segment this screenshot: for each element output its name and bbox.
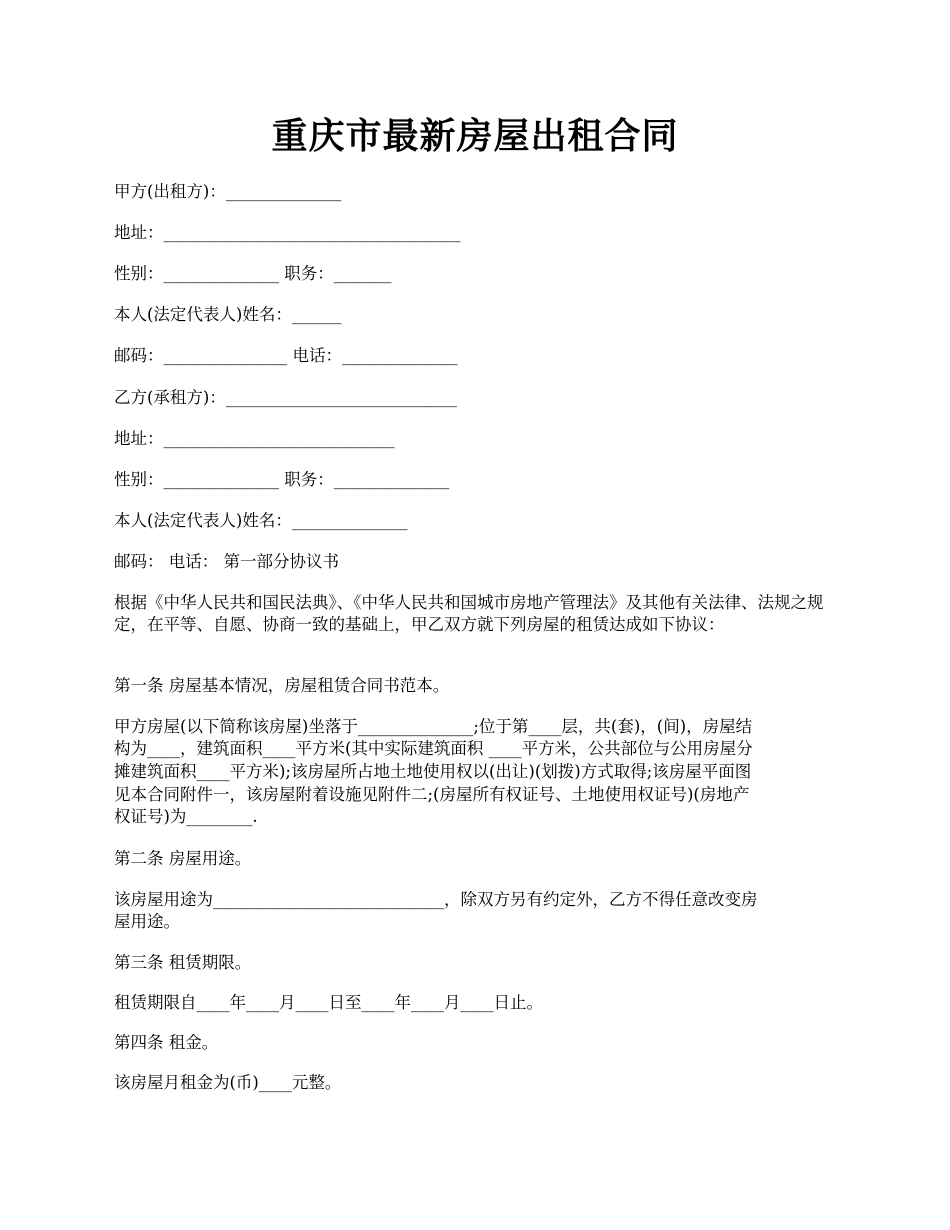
article-3-heading: 第三条 租赁期限。 (114, 953, 252, 972)
party-b-address-line: 地址：____________________________ (114, 429, 395, 448)
article-4-heading: 第四条 租金。 (114, 1033, 219, 1052)
article-2-heading: 第二条 房屋用途。 (114, 849, 252, 868)
party-b-representative-line: 本人(法定代表人)姓名：______________ (114, 511, 408, 530)
party-a-line: 甲方(出租方)：______________ (114, 182, 342, 201)
party-a-gender-title-line: 性别：______________ 职务：_______ (114, 264, 392, 283)
article-1-body-line: 构为____，建筑面积____平方米(其中实际建筑面积 ____平方米，公共部位与公用房屋分 (114, 739, 753, 758)
article-2-body-line: 该房屋用途为____________________________，除双方另有约定外，乙方不得任意改变房 (114, 890, 758, 909)
article-1-heading: 第一条 房屋基本情况，房屋租赁合同书范本。 (114, 676, 450, 695)
article-4-body: 该房屋月租金为(币)____元整。 (114, 1073, 342, 1092)
party-b-line: 乙方(承租方)：____________________________ (114, 388, 457, 407)
party-b-gender-title-line: 性别：______________ 职务：______________ (114, 470, 450, 489)
party-a-postcode-phone-line: 邮码：_______________ 电话：______________ (114, 346, 458, 365)
party-a-address-line: 地址：____________________________________ (114, 223, 461, 242)
article-1-body-line: 甲方房屋(以下简称该房屋)坐落于______________;位于第____层，共(套)，(间)，房屋结 (114, 717, 753, 736)
party-a-representative-line: 本人(法定代表人)姓名：______ (114, 305, 342, 324)
article-1-body-line: 摊建筑面积____平方米);该房屋所占地土地使用权以(出让)(划拨)方式取得;该房屋平面图 (114, 762, 752, 781)
article-2-body-line: 屋用途。 (114, 912, 180, 931)
article-1-body-line: 权证号)为________. (114, 807, 258, 826)
document-title: 重庆市最新房屋出租合同 (271, 115, 679, 157)
party-b-postcode-phone-line: 邮码： 电话： 第一部分协议书 (114, 552, 339, 571)
article-3-body: 租赁期限自____年____月____日至____年____月____日止。 (114, 993, 543, 1012)
preamble-paragraph: 根据《中华人民共和国民法典》、《中华人民共和国城市房地产管理法》及其他有关法律、法规之规定，在平等、自愿、协商一致的基础上，甲乙双方就下列房屋的租赁达成如下协议： (114, 593, 824, 634)
article-1-body-line: 见本合同附件一，该房屋附着设施见附件二;(房屋所有权证号、土地使用权证号)(房地产 (114, 785, 750, 804)
